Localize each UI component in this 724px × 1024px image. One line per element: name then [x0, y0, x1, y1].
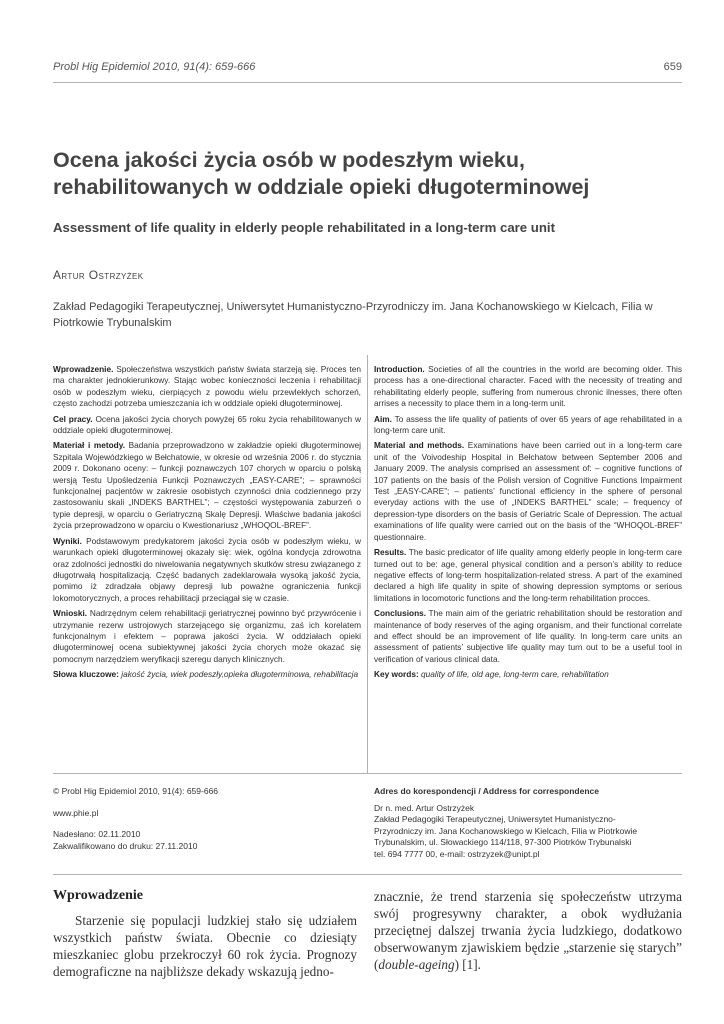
body-text-segment: znacznie, że trend starzenia się społeczeństw utrzyma swój progresywny charakter, a obok wydłużania przeciętnej dalszej trwania życia ludzkiego, dodatkowo obserwowanym zjawiskiem będzie „starzenie się starych” (: [374, 889, 682, 972]
correspondence-block: [374, 786, 682, 860]
label: Materiał i metody.: [53, 440, 126, 451]
text: Examinations have been carried out in a long-term care unit of the Voivodeship Hospital in Bełchatow between September 2006 and January 2009. The analysis comprised an assessment of: – cognitive functions of 107 patients on the basis of the Polish version of Cognitive Functions Impairment Test „EASY-CARE”; – patients’ functional efficiency in the sphere of personal everyday actions with the use of „INDEKS BARTHEL” scale; – frequency of depression-type disorders on the basis of Geriatric Scale of Depression. The actual examinations of life quality were carried out on the basis of the “WHOQOL-BREF” questionnaire.: [374, 440, 682, 542]
spacer: [53, 819, 353, 829]
text: The main aim of the geriatric rehabilitation should be restoration and maintenance of body reserves of the aging organism, and their functional correlate and effect should be an improvement of life quality. In long-term care units an assessment of patients’ subjective life quality may turn out to be a useful tool in verification of various clinical data.: [374, 608, 682, 664]
text: Nadrzędnym celem rehabilitacji geriatrycznej powinno być przywrócenie i utrzymanie rezerw ustrojowych starzejącego się organizmu, zaś ich korelatem funkcjonalnym i efektem – poprawa jakości życia. W oddziałach opieki długoterminowej ocena subiektywnej jakości życia chorych może okazać się pomocnym narzędziem weryfikacji szeregu danych klinicznych.: [53, 608, 361, 664]
correspondence-line: Trybunalskim, ul. Słowackiego 114/118, 97-300 Piotrków Trybunalski: [374, 837, 632, 847]
text: Ocena jakości życia chorych powyżej 65 roku życia rehabilitowanych w oddziale opieki długoterminowej.: [53, 413, 362, 436]
copyright-citation: © Probl Hig Epidemiol 2010, 91(4): 659-666: [53, 786, 219, 796]
page-number: 659: [663, 61, 682, 73]
body-text-left: Starzenie się populacji ludzkiej stało się udziałem wszystkich państw świata. Obecnie co dziesiąty mieszkaniec globu przekroczył 60 rok życia. Prognozy demograficzne na najbliższe dekady wskazują jedno-: [53, 913, 357, 979]
author: Artur Ostrzyżek: [53, 268, 144, 282]
label: Cel pracy.: [53, 413, 93, 424]
header-rule: [53, 82, 682, 83]
body-text-segment: ) [1].: [454, 957, 481, 972]
text: Podstawowym predykatorem jakości życia osób w podeszłym wieku, w warunkach opieki długoterminowej okazały się: wiek, ogólna kondycja zdrowotna oraz zdolności jednostki do niwelowania negatywnych skutków stresu związanego z długotrwałą hospitalizacją. Część badanych zadeklarowała wysoką jakość życia, pomimo iż zdradzała objawy depresji lub poważne ograniczenia funkcji lokomotorycznych, a proces rehabilitacji przeciągał się w czasie.: [53, 535, 361, 603]
section-heading: Wprowadzenie: [53, 888, 143, 903]
text: Badania przeprowadzono w zakładzie opieki długoterminowej Szpitala Wojewódzkiego w Bełchatowie, w okresie od września 2006 r. do stycznia 2009 r. Dokonano oceny: – funkcji poznawczych 107 chorych w oparciu o polską wersją Testu Upośledzenia Funkcji Poznawczych „EASY-CARE”; – sprawności funkcjonalnej pacjentów w zakresie osobistych czynności dnia codziennego przy zastosowaniu skali „INDEKS BARTHEL”; – częstości występowania zaburzeń o typie depresji, w oparciu o Geriatryczną Skalę Depresji. Właściwe badania jakości życia przeprowadzono w oparciu o Kwestionariusz „WHOQOL-BREF”.: [53, 440, 361, 531]
running-header: [53, 61, 682, 79]
journal-citation: Probl Hig Epidemiol 2010, 91(4): 659-666: [53, 61, 256, 73]
abstract-en-results: [374, 547, 682, 604]
text: quality of life, old age, long-term care, rehabilitation: [418, 669, 609, 680]
text: jakość życia, wiek podeszły,opieka długoterminowa, rehabilitacja: [118, 669, 359, 680]
abstract-pl-conclusions: [53, 608, 361, 665]
received-date: Nadesłano: 02.11.2010: [53, 829, 141, 839]
label: Wnioski.: [53, 608, 88, 619]
label: Introduction.: [374, 364, 425, 374]
abstract-en-intro: [374, 364, 682, 410]
label: Key words:: [374, 669, 419, 680]
title-polish: Ocena jakości życia osób w podeszłym wieku, rehabilitowanych w oddziale opieki długoterminowej: [53, 148, 590, 199]
label: Słowa kluczowe:: [53, 669, 119, 680]
abstract-en-conclusions: [374, 608, 682, 665]
column-divider: [367, 355, 368, 773]
label: Material and methods.: [374, 440, 465, 451]
correspondence-heading: Adres do korespondencji / Address for correspondence: [374, 786, 599, 796]
abstract-bottom-rule: [53, 773, 682, 774]
text: Societies of all the countries in the world are becoming older. This process has a one-directional character. Faced with the necessity of treating and rehabilitating elderly people, suffering from numerous chronic ilnesses, there often arrises a necessity to place them in a long-term unit.: [374, 364, 682, 409]
title-english: Assessment of life quality in elderly people rehabilitated in a long-term care unit: [53, 220, 555, 235]
correspondence-name: Dr n. med. Artur Ostrzyżek: [374, 802, 475, 813]
correspondence-line: Zakład Pedagogiki Terapeutycznej, Uniwersytet Humanistyczno-: [374, 814, 616, 824]
abstract-pl-aim: [53, 414, 361, 437]
label: Wprowadzenie.: [53, 364, 114, 374]
spacer: [53, 798, 353, 808]
abstract-en-aim: [374, 414, 682, 437]
label: Wyniki.: [53, 535, 82, 546]
label: Results.: [374, 547, 407, 558]
abstract-english: [374, 364, 682, 685]
label: Aim.: [374, 413, 392, 424]
body-text-italic: double-ageing: [378, 957, 455, 972]
label: Conclusions.: [374, 608, 427, 619]
accepted-date: Zakwalifikowano do druku: 27.11.2010: [53, 840, 198, 851]
website-link[interactable]: www.phie.pl: [53, 807, 99, 818]
abstract-polish: [53, 364, 361, 685]
affiliation: Zakład Pedagogiki Terapeutycznej, Uniwersytet Humanistyczno-Przyrodniczy im. Jana Kochanowskiego w Kielcach, Filia w Piotrkowie Trybunalskim: [53, 301, 653, 329]
abstract-en-methods: [374, 440, 682, 543]
abstract-en-keywords: [374, 669, 682, 680]
correspondence-line: Przyrodniczy im. Jana Kochanowskiego w Kielcach, Filia w Piotrkowie: [374, 825, 638, 836]
publication-meta: [53, 786, 353, 852]
text: The basic predicator of life quality among elderly people in long-term care turned out to be: age, general physical condition and a person’s ability to reduce negative effects of long-term hospitalization-related stress. A part of the examined declared a high life quality in spite of showing depression symptoms or serious limitations in locomotoric functions and the long-term rehabilitation procces.: [374, 547, 682, 603]
text: To assess the life quality of patients of over 65 years of age rehabilitated in a long-term care unit.: [374, 413, 682, 436]
abstract-pl-results: [53, 536, 361, 604]
correspondence-contact: tel. 694 7777 00, e-mail: ostrzyzek@unipt.pl: [374, 848, 540, 859]
body-text-right: [374, 888, 682, 973]
abstract-pl-methods: [53, 440, 361, 531]
meta-bottom-rule: [53, 874, 682, 875]
text: Społeczeństwa wszystkich państw świata starzeją się. Proces ten ma charakter jednokierunkowy. Stając wobec konieczności leczenia i rehabilitacji osób w podeszłym wieku, cierpiących z powodu wielu przewlekłych schorzeń, często zachodzi potrzeba umieszczania ich w oddziale opieki długoterminowej.: [53, 364, 361, 409]
abstract-pl-intro: [53, 364, 361, 410]
abstract-pl-keywords: [53, 669, 361, 680]
